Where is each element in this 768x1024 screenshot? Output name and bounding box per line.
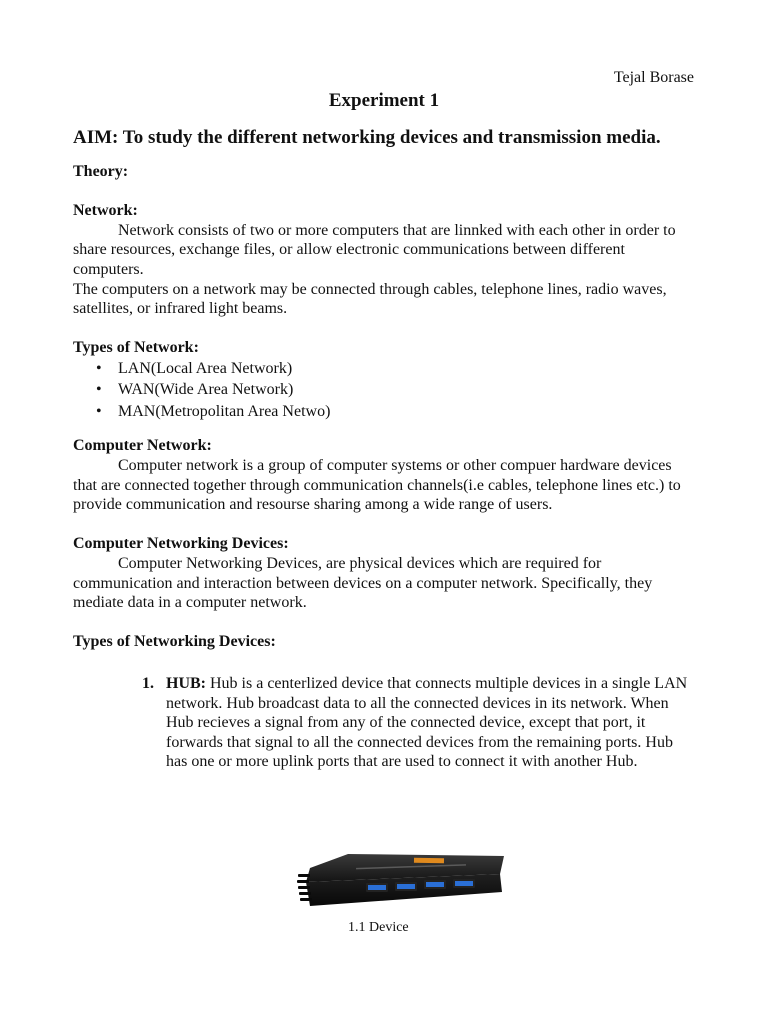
devices-list bbox=[73, 674, 698, 772]
bullet-icon: • bbox=[96, 359, 102, 377]
list-item-text: LAN(Local Area Network) bbox=[118, 359, 293, 377]
list-item bbox=[96, 358, 698, 380]
spacer bbox=[73, 422, 698, 436]
spacer bbox=[73, 182, 698, 202]
bullet-icon: • bbox=[96, 402, 102, 420]
networking-devices-heading: Computer Networking Devices: bbox=[73, 535, 289, 553]
types-of-devices-heading: Types of Networking Devices: bbox=[73, 633, 276, 651]
network-paragraph-2: The computers on a network may be connected through cables, telephone lines, radio waves, satellites, or infrared light beams. bbox=[73, 280, 667, 318]
bullet-icon: • bbox=[96, 381, 102, 399]
spacer bbox=[73, 319, 698, 339]
usb-hub-device-image bbox=[296, 852, 508, 908]
networking-devices-paragraph: Computer Networking Devices, are physical devices which are required for communication and interaction between devices on a computer network. Specifically, they mediate data in a computer network. bbox=[73, 555, 653, 612]
list-number: 1. bbox=[142, 674, 154, 692]
network-paragraph: Network consists of two or more computers that are linnked with each other in order to share resources, exchange files, or allow electronic communications between different computers. bbox=[73, 221, 676, 278]
figure-caption: 1.1 Device bbox=[348, 920, 409, 935]
list-item bbox=[142, 674, 698, 772]
computer-network-paragraph: Computer network is a group of computer systems or other compuer hardware devices that are connected together through communication channels(i.e cables, telephone lines etc.) to provide communication and resourse sharing among a wide range of users. bbox=[73, 457, 681, 514]
device-term: HUB: bbox=[166, 674, 206, 692]
network-types-list bbox=[73, 358, 698, 423]
author-name: Tejal Borase bbox=[613, 69, 694, 86]
theory-heading: Theory: bbox=[73, 163, 129, 180]
computer-network-heading: Computer Network: bbox=[73, 437, 212, 455]
list-item bbox=[96, 379, 698, 401]
types-of-network-heading: Types of Network: bbox=[73, 339, 199, 357]
document-body bbox=[73, 126, 698, 772]
list-item-text: WAN(Wide Area Network) bbox=[118, 381, 294, 399]
device-description: Hub is a centerlized device that connects multiple devices in a single LAN network. Hub broadcast data to all the connected devices in its network. When Hub recieves a signal from any of the connected device, except that port, it forwards that signal to all the connected devices from the remaining ports. Hub has one or more uplink ports that are used to connect it with another Hub. bbox=[166, 674, 688, 771]
spacer bbox=[73, 652, 698, 674]
network-heading: Network: bbox=[73, 202, 138, 220]
spacer bbox=[73, 613, 698, 633]
list-item-text: MAN(Metropolitan Area Netwo) bbox=[118, 402, 331, 420]
spacer bbox=[73, 515, 698, 535]
experiment-title: Experiment 1 bbox=[328, 90, 440, 111]
list-item bbox=[96, 401, 698, 423]
aim-statement: AIM: To study the different networking devices and transmission media. bbox=[73, 127, 661, 148]
